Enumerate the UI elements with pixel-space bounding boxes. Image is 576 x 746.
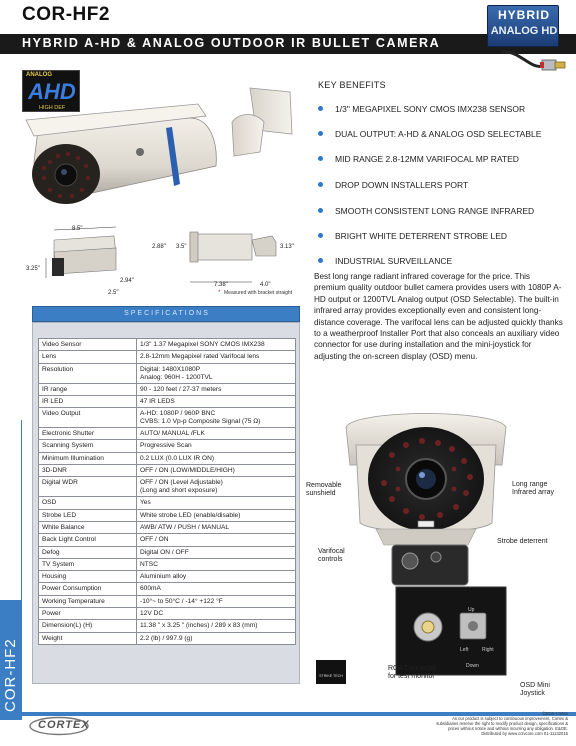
bnc-cable-icon [500, 48, 570, 76]
spec-value: 0.2 LUX (0.0 LUX IR ON) [137, 452, 296, 464]
bullet-icon [318, 156, 323, 161]
spec-label: Defog [39, 546, 137, 558]
spec-value: 90 - 120 feet / 27-37 meters [137, 383, 296, 395]
footer-fine-print: ©2015 Cortex As our product is subject to continuous improvement, Cortex & subsidiaries reserve the right to modify product design, specifications & prices without notice and without incurring any obligation. E&OE. Distributed by www.cctvcore.com 01-11132015 [436, 711, 568, 736]
spec-row [39, 339, 296, 351]
dim-7-38: 7.38" [214, 282, 228, 288]
spec-label: IR LED [39, 395, 137, 407]
benefit-item: DROP DOWN INSTALLERS PORT [318, 180, 468, 190]
spec-value: 1/3" 1.37 Megapixel SONY CMOS IMX238 [137, 339, 296, 351]
spec-row [39, 428, 296, 440]
ahd-logo-bottom: HIGH DEF [39, 105, 66, 111]
spec-label: Video Output [39, 408, 137, 428]
spec-row [39, 383, 296, 395]
spec-row [39, 477, 296, 497]
dim-3-25: 3.25" [26, 266, 40, 272]
spec-value: Aluminium alloy [137, 571, 296, 583]
spec-row [39, 583, 296, 595]
dimension-drawing [24, 222, 304, 298]
spec-label: Housing [39, 571, 137, 583]
spec-value: OFF / ON [137, 534, 296, 546]
spec-row [39, 497, 296, 509]
spec-label: 3D-DNR [39, 465, 137, 477]
spec-label: Electronic Shutter [39, 428, 137, 440]
specifications-header: SPECIFICATIONS [32, 306, 300, 322]
spec-row [39, 351, 296, 363]
svg-text:Up: Up [468, 607, 475, 613]
spec-value: A-HD: 1080P / 960P BNC CVBS: 1.0 Vp-p Composite Signal (75 Ω) [137, 408, 296, 428]
dim-2-88: 2.88" [152, 244, 166, 250]
dim-4-0: 4.0" [260, 282, 271, 288]
hybrid-analog-hd-badge [487, 5, 559, 47]
spec-value: 47 IR LEDS [137, 395, 296, 407]
svg-text:Left: Left [460, 647, 469, 653]
spec-value: Digital ON / OFF [137, 546, 296, 558]
product-description: Best long range radiant infrared coverage for the price. This premium quality outdoor bullet camera provides users with 1080P A-HD output or 1200TVL Analog output (OSD Selectable). The built-in infrared array provides exceptionally even and consistent long-distance coverage. The varifocal lens can be adjusted quickly thanks to a weatherproof Installer Port that also conceals an auxiliary video connector for use during installation and the mini-joystick for adjusting the on-screen display (OSD) menu. [314, 272, 563, 361]
svg-text:Right: Right [482, 647, 494, 653]
spec-label: Dimension(L) (H) [39, 620, 137, 632]
dim-8-5: 8.5" [72, 226, 83, 232]
spec-label: OSD [39, 497, 137, 509]
spec-row [39, 440, 296, 452]
spec-label: Strobe LED [39, 509, 137, 521]
spec-value: Digital: 1480X1080P Analog: 960H - 1200TVL [137, 363, 296, 383]
spec-row [39, 395, 296, 407]
spec-row [39, 363, 296, 383]
spec-value: NTSC [137, 558, 296, 570]
spec-label: Digital WDR [39, 477, 137, 497]
callout-varifocal: Varifocal controls [318, 548, 345, 563]
callout-sunshield: Removable sunshield [306, 482, 342, 497]
spec-row [39, 452, 296, 464]
spec-row [39, 509, 296, 521]
bullet-icon [318, 258, 323, 263]
dim-2-94: 2.94" [120, 278, 134, 284]
spec-label: Power Consumption [39, 583, 137, 595]
spec-value: Yes [137, 497, 296, 509]
spec-row [39, 546, 296, 558]
svg-text:*: * [218, 290, 221, 296]
spec-row [39, 521, 296, 533]
benefit-item: DUAL OUTPUT: A-HD & ANALOG OSD SELECTABLE [318, 129, 541, 139]
spec-label: Lens [39, 351, 137, 363]
spec-value: 2.2 (lb) / 997.9 (g) [137, 632, 296, 644]
spec-value: OFF / ON (Level Adjustable) (Long and short exposure) [137, 477, 296, 497]
ahd-logo-main: AHD [28, 79, 76, 104]
spec-label: Back Light Control [39, 534, 137, 546]
spec-row [39, 534, 296, 546]
spec-row [39, 620, 296, 632]
spec-value: Progressive Scan [137, 440, 296, 452]
spec-row [39, 571, 296, 583]
spec-value: 600mA [137, 583, 296, 595]
spec-value: AUTO/ MANUAL /FLK [137, 428, 296, 440]
spec-row [39, 608, 296, 620]
svg-text:Down: Down [466, 663, 479, 669]
spec-value: 12V DC [137, 608, 296, 620]
spec-label: Weight [39, 632, 137, 644]
spec-label: Scanning System [39, 440, 137, 452]
spec-row [39, 558, 296, 570]
spec-row [39, 632, 296, 644]
camera-front-photo [336, 405, 516, 685]
spec-label: Power [39, 608, 137, 620]
callout-strobe: Strobe deterrent [497, 538, 548, 545]
dimension-note: Measured with bracket straight [224, 290, 293, 296]
badge-top-text: HYBRID [497, 8, 550, 22]
spec-value: 2.8-12mm Megapixel rated Varifocal lens [137, 351, 296, 363]
specifications-table [38, 338, 296, 645]
bullet-icon [318, 131, 323, 136]
bullet-icon [318, 182, 323, 187]
benefit-item: SMOOTH CONSISTENT LONG RANGE INFRARED [318, 206, 534, 216]
ahd-logo-top: ANALOG [26, 72, 52, 78]
dim-3-13: 3.13" [280, 244, 294, 250]
bullet-camera-image [20, 82, 300, 222]
spec-value: AWB/ ATW / PUSH / MANUAL [137, 521, 296, 533]
badge-bottom-text: ANALOG HD [490, 25, 558, 37]
bullet-icon [318, 106, 323, 111]
spec-value: -10°~ to 50°C / -14° +122 °F [137, 595, 296, 607]
strike-tech-logo: STRIKE TECH [316, 660, 346, 684]
dim-2-5: 2.5" [108, 290, 119, 296]
spec-label: Working Temperature [39, 595, 137, 607]
model-title: COR-HF2 [22, 4, 110, 25]
product-subtitle: HYBRID A-HD & ANALOG OUTDOOR IR BULLET CAMERA [22, 36, 441, 50]
spec-label: TV System [39, 558, 137, 570]
spec-label: IR range [39, 383, 137, 395]
benefit-item: 1/3" MEGAPIXEL SONY CMOS IMX238 SENSOR [318, 104, 525, 114]
benefit-item: BRIGHT WHITE DETERRENT STROBE LED [318, 231, 507, 241]
dim-3-5: 3.5" [176, 244, 187, 250]
spec-label: Video Sensor [39, 339, 137, 351]
spec-value: White strobe LED (enable/disable) [137, 509, 296, 521]
page-header [0, 0, 576, 56]
callout-rca: RCA Connector for test monitor [388, 665, 437, 680]
spec-value: OFF / ON (LOW/MIDDLE/HIGH) [137, 465, 296, 477]
spec-label: Resolution [39, 363, 137, 383]
benefit-item: INDUSTRIAL SURVEILLANCE [318, 256, 452, 266]
spec-label: White Balance [39, 521, 137, 533]
bullet-icon [318, 208, 323, 213]
side-model-label: COR-HF2 [0, 600, 22, 720]
cortex-logo-text: CORTEX [38, 719, 90, 731]
spec-row [39, 595, 296, 607]
benefit-item: MID RANGE 2.8-12MM VARIFOCAL MP RATED [318, 154, 519, 164]
callout-joystick: OSD Mini Joystick [520, 682, 550, 697]
callout-ir-array: Long range Infrared array [512, 481, 555, 496]
key-benefits-title: KEY BENEFITS [318, 80, 386, 90]
spec-label: Minimum Illumination [39, 452, 137, 464]
spec-value: 11.38 " x 3.25 " (inches) / 289 x 83 (mm) [137, 620, 296, 632]
bullet-icon [318, 233, 323, 238]
spec-row [39, 408, 296, 428]
spec-row [39, 465, 296, 477]
